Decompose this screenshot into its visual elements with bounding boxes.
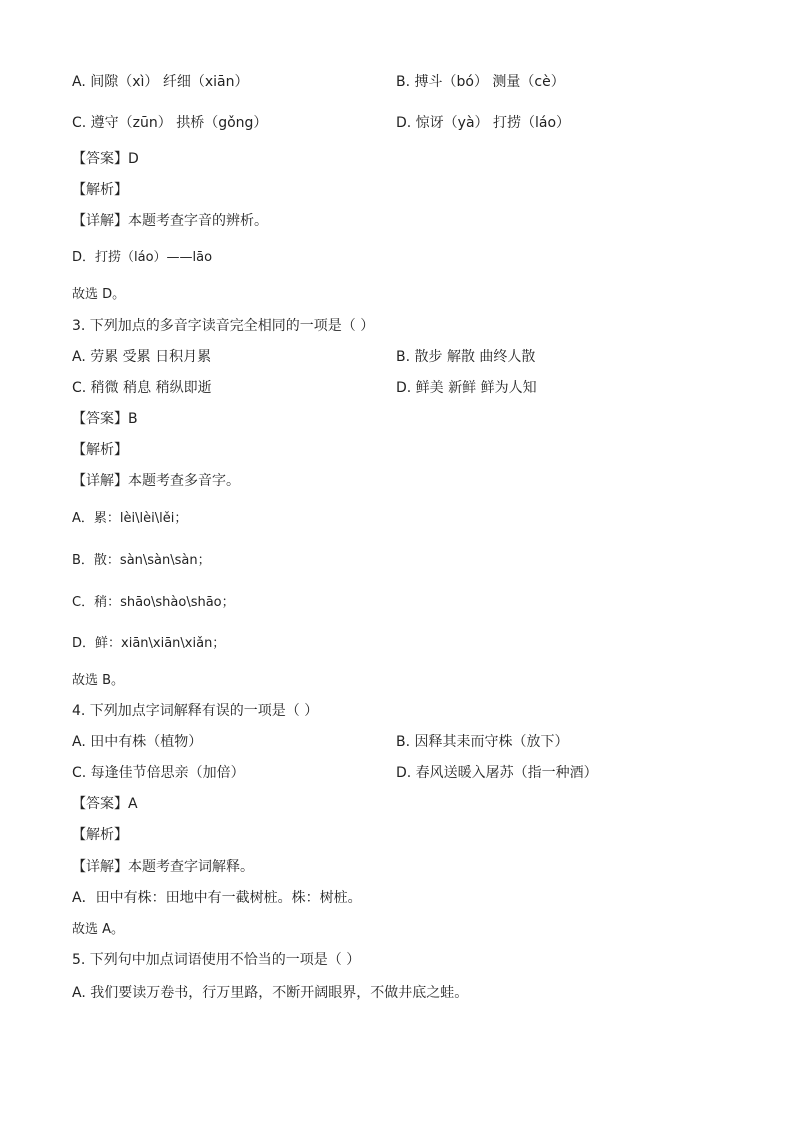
q3-option-a: A. 劳累 受累 日积月累 (72, 349, 212, 365)
q4-option-b: B. 因释其耒而守株（放下） (396, 734, 569, 750)
q2-d-explain: D．打捞（láo）——lāo (72, 250, 213, 265)
q2-conclusion: 故选 D。 (72, 287, 126, 302)
q3-explain-b: B．散：sàn\sàn\sàn； (72, 553, 211, 568)
q3-answer: 【答案】B (72, 411, 138, 427)
q3-stem: 3. 下列加点的多音字读音完全相同的一项是（ ） (72, 318, 375, 334)
q4-option-d: D. 春风送暖入屠苏（指一种酒） (396, 765, 598, 781)
q2-option-d: D. 惊讶（yà） 打捞（láo） (396, 115, 571, 131)
q4-option-a: A. 田中有株（植物） (72, 734, 203, 750)
q2-option-b: B. 搏斗（bó） 测量（cè） (396, 74, 565, 90)
q4-answer: 【答案】A (72, 796, 138, 812)
q4-option-c: C. 每逢佳节倍思亲（加倍） (72, 765, 245, 781)
q4-explain-a: A．田中有株：田地中有一截树桩。株：树桩。 (72, 890, 362, 906)
q2-answer: 【答案】D (72, 151, 139, 167)
q3-analysis-label: 【解析】 (72, 442, 128, 458)
q3-conclusion: 故选 B。 (72, 673, 125, 688)
q2-analysis-label: 【解析】 (72, 182, 128, 198)
q2-option-a: A. 间隙（xì） 纤细（xiān） (72, 74, 249, 90)
q3-explain-c: C．稍：shāo\shào\shāo； (72, 595, 235, 610)
q3-explain-a: A．累：lèi\lèi\lěi； (72, 511, 188, 526)
q3-option-d: D. 鲜美 新鲜 鲜为人知 (396, 380, 537, 396)
q5-stem: 5. 下列句中加点词语使用不恰当的一项是（ ） (72, 952, 361, 968)
q4-conclusion: 故选 A。 (72, 922, 125, 937)
q3-option-c: C. 稍微 稍息 稍纵即逝 (72, 380, 212, 396)
q2-option-c: C. 遵守（zūn） 拱桥（gǒng） (72, 115, 268, 131)
q3-detail: 【详解】本题考查多音字。 (72, 473, 240, 489)
q2-detail: 【详解】本题考查字音的辨析。 (72, 213, 268, 229)
q3-explain-d: D．鲜：xiān\xiān\xiǎn； (72, 636, 226, 651)
q5-option-a: A. 我们要读万卷书，行万里路，不断开阔眼界，不做井底之蛙。 (72, 985, 469, 1001)
q4-detail: 【详解】本题考查字词解释。 (72, 859, 254, 875)
q3-option-b: B. 散步 解散 曲终人散 (396, 349, 536, 365)
q4-analysis-label: 【解析】 (72, 827, 128, 843)
q4-stem: 4. 下列加点字词解释有误的一项是（ ） (72, 703, 319, 719)
